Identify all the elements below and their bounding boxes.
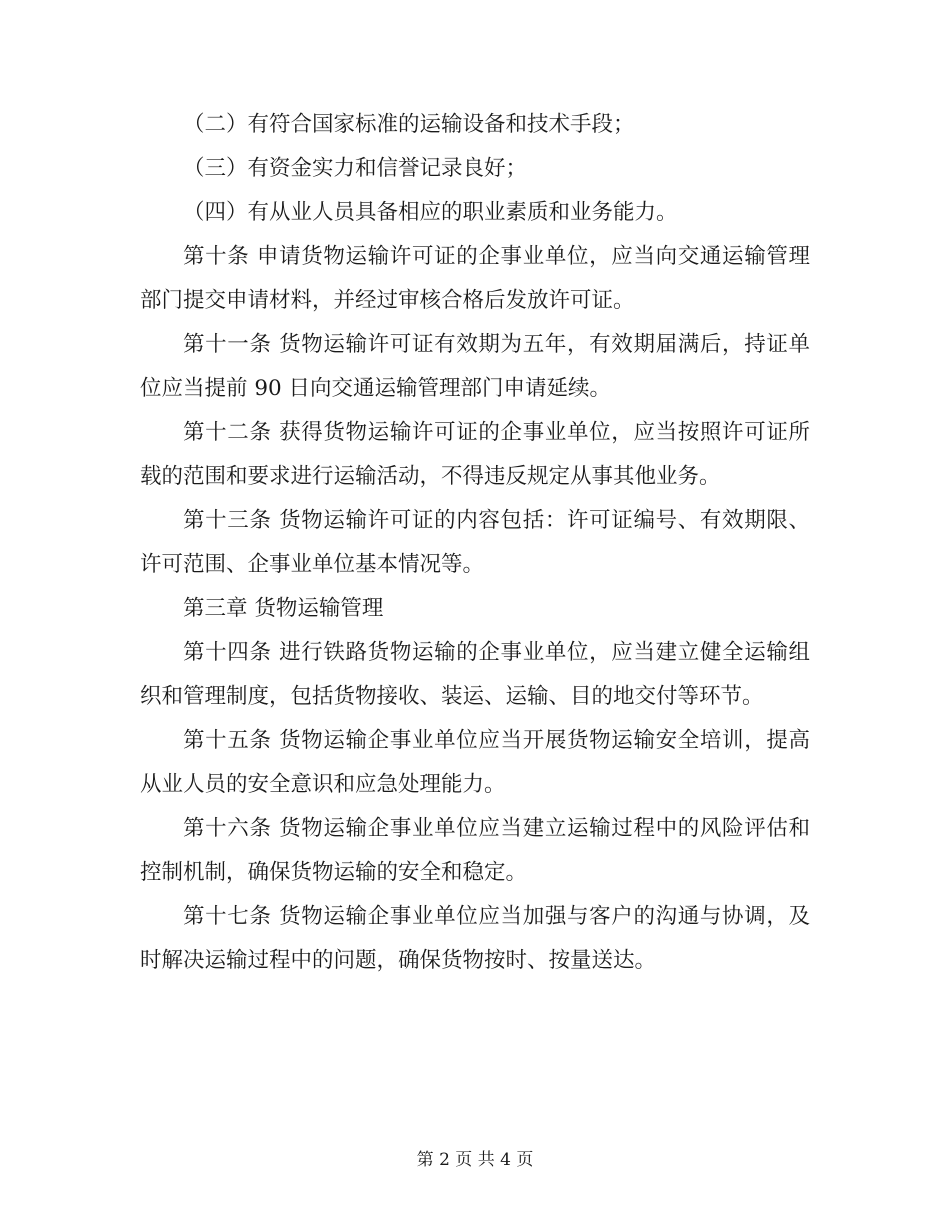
article-16: 第十六条 货物运输企事业单位应当建立运输过程中的风险评估和控制机制，确保货物运输的安全和稳定。 bbox=[140, 816, 810, 885]
document-body bbox=[140, 103, 810, 983]
article-17: 第十七条 货物运输企事业单位应当加强与客户的沟通与协调，及时解决运输过程中的问题，确保货物按时、按量送达。 bbox=[140, 904, 810, 973]
page-number-footer: 第 2 页 共 4 页 bbox=[416, 1150, 534, 1170]
article-11: 第十一条 货物运输许可证有效期为五年，有效期届满后，持证单位应当提前 90 日向交通运输管理部门申请延续。 bbox=[140, 332, 810, 401]
article-15: 第十五条 货物运输企事业单位应当开展货物运输安全培训，提高从业人员的安全意识和应急处理能力。 bbox=[140, 728, 810, 797]
article-14: 第十四条 进行铁路货物运输的企事业单位，应当建立健全运输组织和管理制度，包括货物接收、装运、运输、目的地交付等环节。 bbox=[140, 640, 810, 709]
article-13: 第十三条 货物运输许可证的内容包括：许可证编号、有效期限、许可范围、企事业单位基本情况等。 bbox=[140, 508, 810, 577]
article-10: 第十条 申请货物运输许可证的企事业单位，应当向交通运输管理部门提交申请材料，并经过审核合格后发放许可证。 bbox=[140, 244, 810, 313]
clause-item-2: （二）有符合国家标准的运输设备和技术手段； bbox=[183, 112, 635, 137]
chapter-3-heading: 第三章 货物运输管理 bbox=[183, 596, 384, 621]
clause-item-3: （三）有资金实力和信誉记录良好； bbox=[183, 156, 528, 181]
clause-item-4: （四）有从业人员具备相应的职业素质和业务能力。 bbox=[183, 200, 678, 225]
article-12: 第十二条 获得货物运输许可证的企事业单位，应当按照许可证所载的范围和要求进行运输活动，不得违反规定从事其他业务。 bbox=[140, 420, 810, 489]
